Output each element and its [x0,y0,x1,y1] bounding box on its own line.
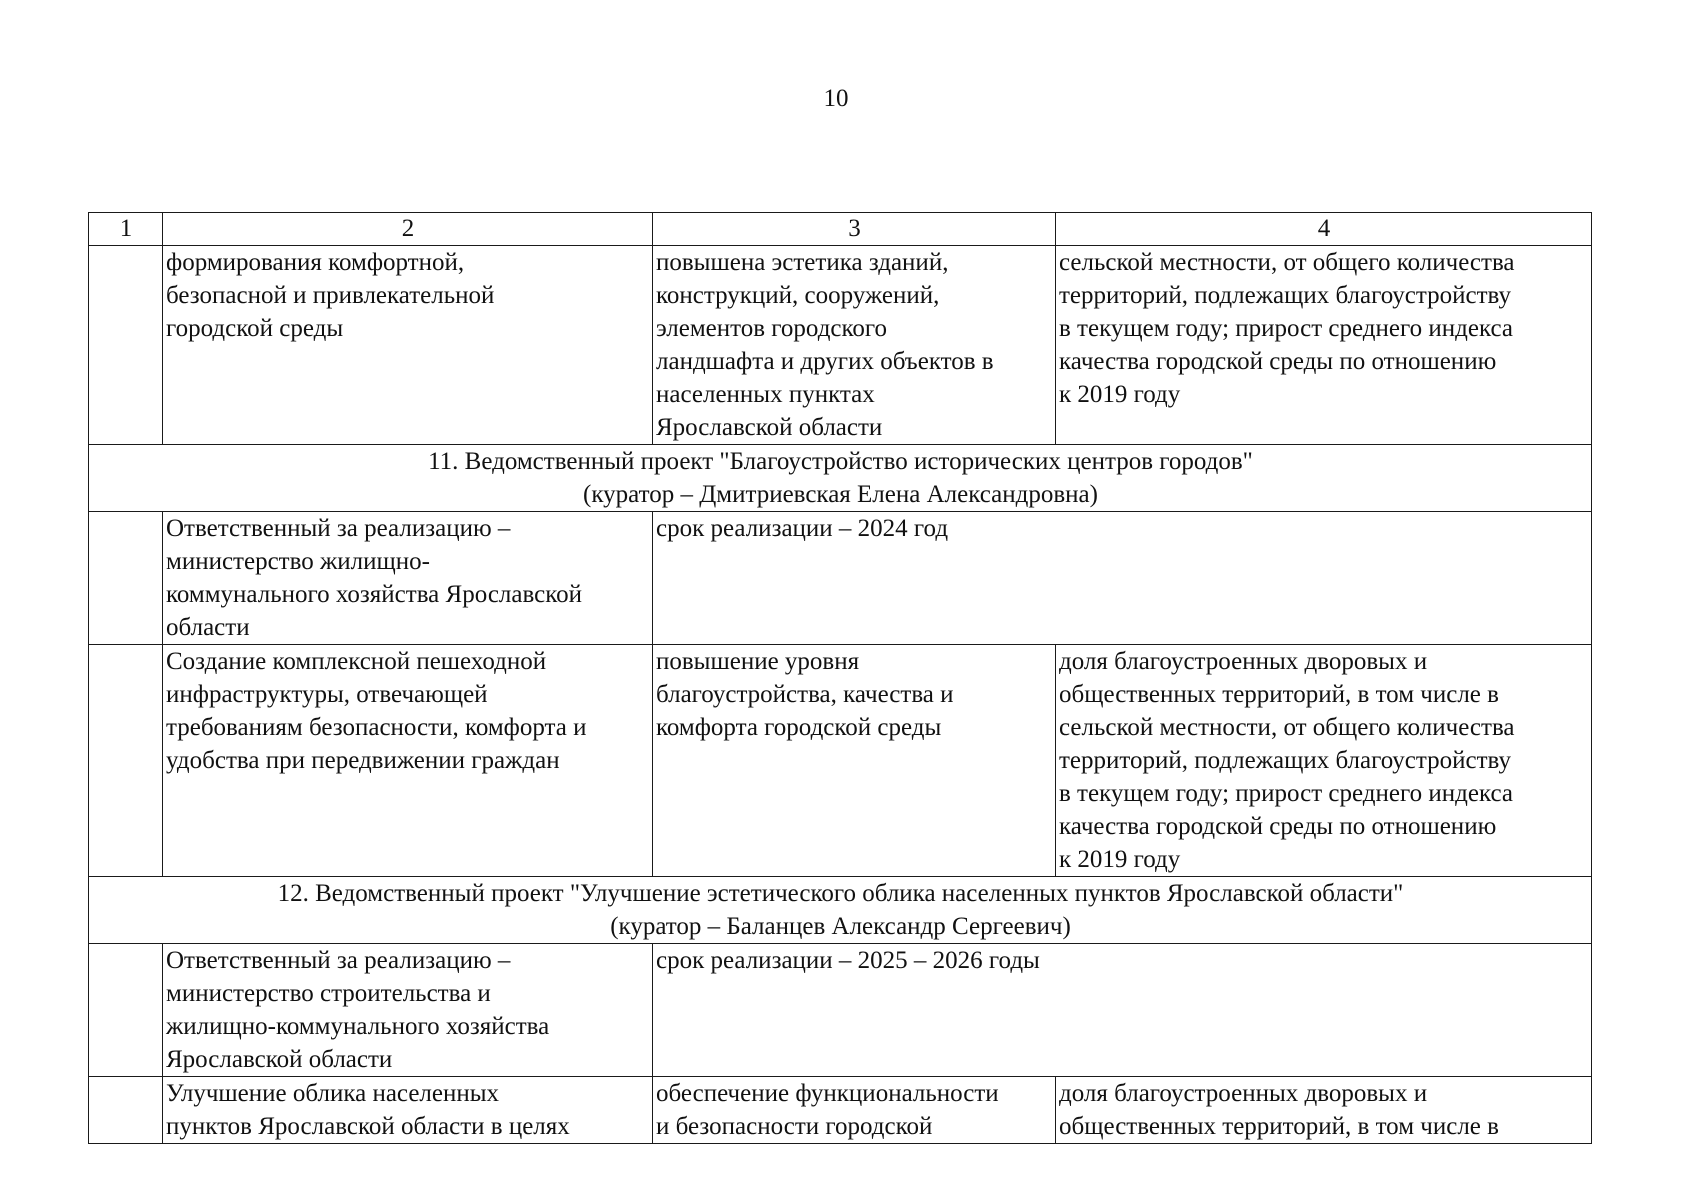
column-number-4: 4 [1056,213,1592,246]
section-title: 12. Ведомственный проект "Улучшение эстетического облика населенных пунктов Ярославской области" [277,880,1404,907]
indicator-line: территорий, подлежащих благоустройству [1059,747,1511,774]
responsible-line: Ответственный за реализацию – [166,515,511,542]
table-row-responsible [89,944,1592,1077]
section-title: 11. Ведомственный проект "Благоустройство исторических центров городов" [428,448,1253,475]
term-cell [653,944,1592,1077]
responsible-line: министерство жилищно- [166,548,430,575]
task-line: пунктов Ярославской области в целях [166,1113,570,1140]
row-number-cell [89,246,163,445]
responsible-line: Ярославской области [166,1046,393,1073]
indicator-line: общественных территорий, в том числе в [1059,1113,1499,1140]
term-cell [653,512,1592,645]
responsible-line: Ответственный за реализацию – [166,947,511,974]
section-header-cell [89,877,1592,944]
result-line: ландшафта и других объектов в [656,348,994,375]
result-line: обеспечение функциональности [656,1080,999,1107]
indicator-line: сельской местности, от общего количества [1059,714,1515,741]
task-line: формирования комфортной, [166,249,465,276]
task-line: безопасной и привлекательной [166,282,495,309]
column-number-row [89,213,1592,246]
task-line: Создание комплексной пешеходной [166,648,547,675]
task-cell [163,246,653,445]
result-cell [653,645,1056,877]
indicator-line: к 2019 году [1059,846,1181,873]
result-line: повышение уровня [656,648,860,675]
result-cell [653,246,1056,445]
responsible-cell [163,512,653,645]
indicator-cell [1056,645,1592,877]
term-line: срок реализации – 2025 – 2026 годы [656,947,1040,974]
responsible-line: жилищно-коммунального хозяйства [166,1013,550,1040]
measures-table [88,212,1592,1144]
responsible-cell [163,944,653,1077]
responsible-line: министерство строительства и [166,980,491,1007]
result-line: повышена эстетика зданий, [656,249,949,276]
indicator-line: в текущем году; прирост среднего индекса [1059,315,1513,342]
indicator-cell [1056,246,1592,445]
indicator-line: в текущем году; прирост среднего индекса [1059,780,1513,807]
section-header-11 [89,445,1592,512]
responsible-line: коммунального хозяйства Ярославской [166,581,582,608]
result-line: конструкций, сооружений, [656,282,940,309]
indicator-line: к 2019 году [1059,381,1181,408]
row-number-cell [89,512,163,645]
indicator-line: качества городской среды по отношению [1059,813,1497,840]
term-line: срок реализации – 2024 год [656,515,949,542]
page-number: 10 [823,85,849,112]
section-header-cell [89,445,1592,512]
table-row-continued [89,246,1592,445]
result-line: Ярославской области [656,414,883,441]
task-cell [163,645,653,877]
indicator-line: сельской местности, от общего количества [1059,249,1515,276]
responsible-line: области [166,614,250,641]
column-number-3: 3 [653,213,1056,246]
result-line: населенных пунктах [656,381,875,408]
indicator-line: территорий, подлежащих благоустройству [1059,282,1511,309]
table-row-responsible [89,512,1592,645]
section-header-12 [89,877,1592,944]
task-line: Улучшение облика населенных [166,1080,500,1107]
result-line: комфорта городской среды [656,714,942,741]
row-number-cell [89,645,163,877]
task-line: удобства при передвижении граждан [166,747,560,774]
row-number-cell [89,1077,163,1144]
table-row-task [89,645,1592,877]
task-cell [163,1077,653,1144]
column-number-1: 1 [89,213,163,246]
indicator-line: качества городской среды по отношению [1059,348,1497,375]
task-line: инфраструктуры, отвечающей [166,681,488,708]
row-number-cell [89,944,163,1077]
indicator-line: доля благоустроенных дворовых и [1059,1080,1428,1107]
section-curator: (куратор – Дмитриевская Елена Александровна) [583,481,1098,508]
result-line: благоустройства, качества и [656,681,954,708]
task-line: городской среды [166,315,344,342]
result-line: и безопасности городской [656,1113,933,1140]
task-line: требованиям безопасности, комфорта и [166,714,587,741]
indicator-cell [1056,1077,1592,1144]
table-row-task [89,1077,1592,1144]
section-curator: (куратор – Баланцев Александр Сергеевич) [610,913,1071,940]
indicator-line: общественных территорий, в том числе в [1059,681,1499,708]
result-cell [653,1077,1056,1144]
result-line: элементов городского [656,315,888,342]
indicator-line: доля благоустроенных дворовых и [1059,648,1428,675]
column-number-2: 2 [163,213,653,246]
